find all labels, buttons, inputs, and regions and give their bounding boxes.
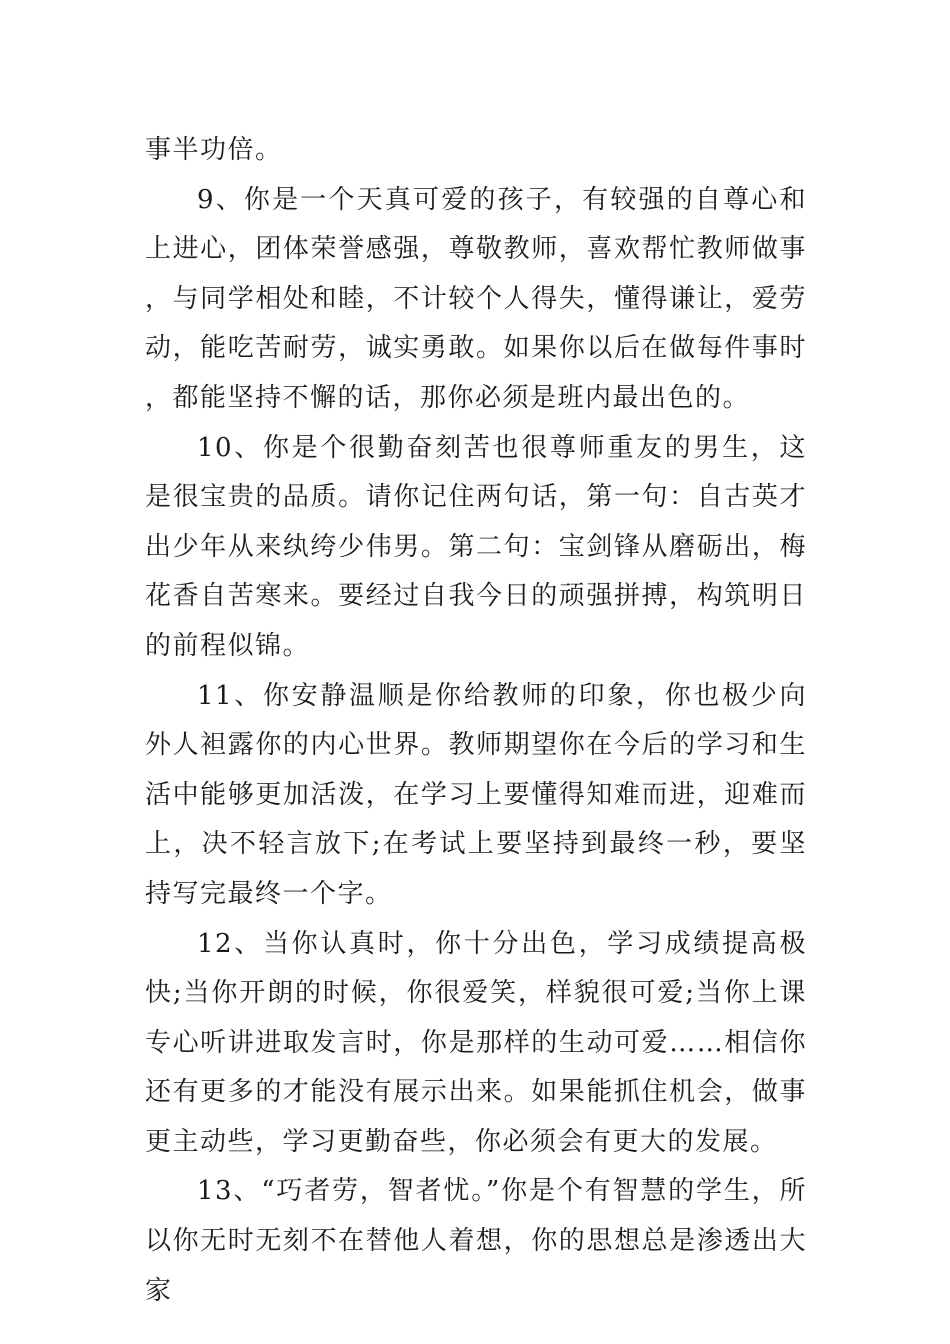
paragraph-continuation: 事半功倍。 [145,135,283,165]
document-body [145,126,807,1316]
paragraph-item-10: 10、你是个很勤奋刻苦也很尊师重友的男生，这是很宝贵的品质。请你记住两句话，第一句：自古英才出少年从来纨绔少伟男。第二句：宝剑锋从磨砺出，梅花香自苦寒来。要经过自我今日的顽强拼搏，构筑明日的前程似锦。 [145,432,807,661]
paragraph-item-9: 9、你是一个天真可爱的孩子，有较强的自尊心和上进心，团体荣誉感强，尊敬教师，喜欢帮忙教师做事，与同学相处和睦，不计较个人得失，懂得谦让，爱劳动，能吃苦耐劳，诚实勇敢。如果你以后在做每件事时，都能坚持不懈的话，那你必须是班内最出色的。 [145,184,807,413]
paragraph-item-13: 13、“巧者劳，智者忧。”你是个有智慧的学生，所以你无时无刻不在替他人着想，你的思想总是渗透出大家 [145,1176,807,1306]
paragraph-item-11: 11、你安静温顺是你给教师的印象，你也极少向外人袒露你的内心世界。教师期望你在今后的学习和生活中能够更加活泼，在学习上要懂得知难而进，迎难而上，决不轻言放下;在考试上要坚持到最终一秒，要坚持写完最终一个字。 [145,680,807,909]
paragraph-item-12: 12、当你认真时，你十分出色，学习成绩提高极快;当你开朗的时候，你很爱笑，样貌很可爱;当你上课专心听讲进取发言时，你是那样的生动可爱……相信你还有更多的才能没有展示出来。如果能抓住机会，做事更主动些，学习更勤奋些，你必须会有更大的发展。 [145,928,807,1157]
